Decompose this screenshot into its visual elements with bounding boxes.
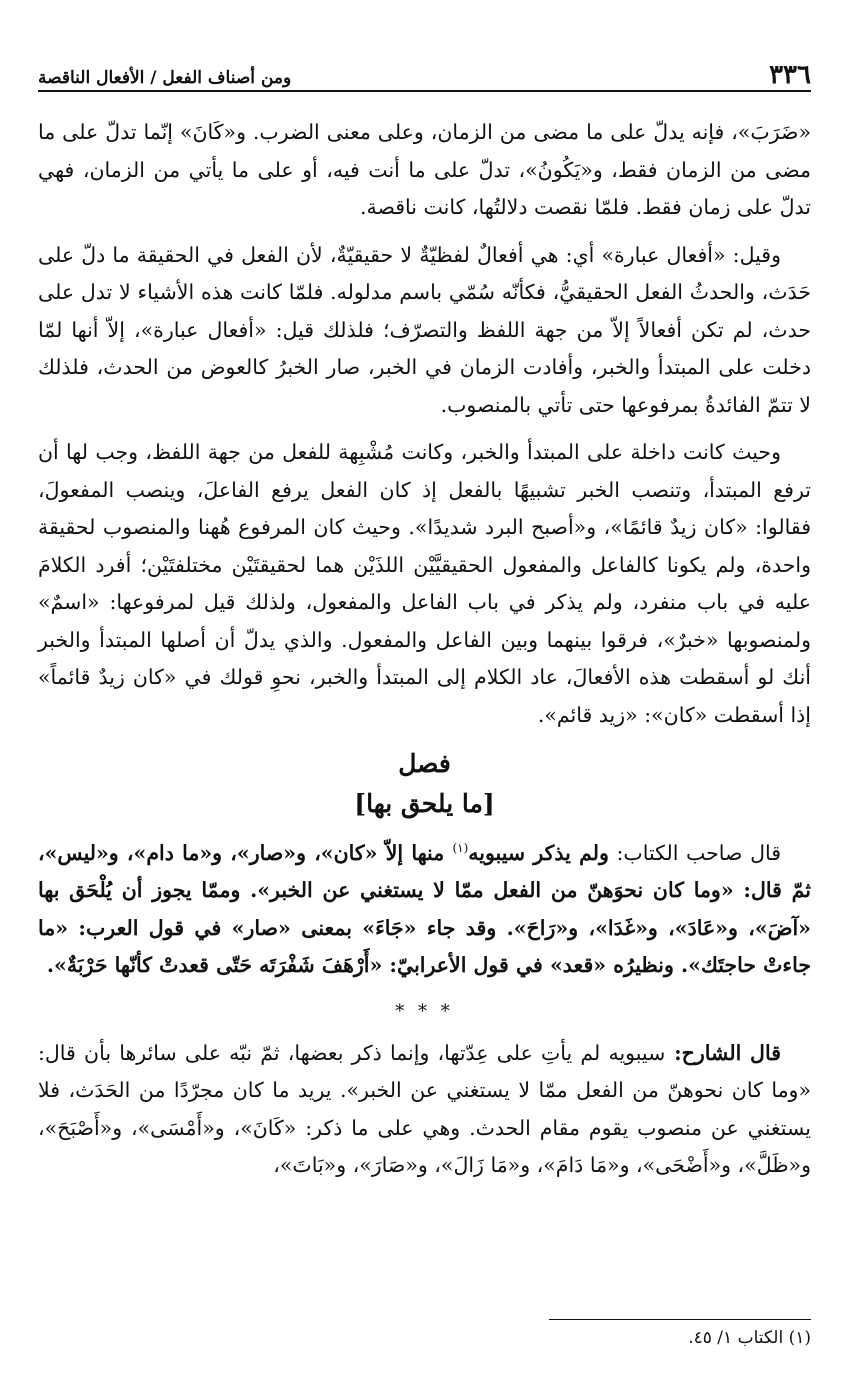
footnote: (١) الكتاب ١/ ٤٥.	[688, 1328, 811, 1348]
section-subtitle: [ما يلحق بها]	[354, 789, 495, 818]
quote-text-b: منها إلاّ «كان»، و«صار»، و«ما دام»، و«ليس»، ثمّ قال: «وما كان نحوَهنّ من الفعل ممّا لا يستغني عن الخبر». وممّا يجوز أن يُلْحَق بها «آضَ»، و«عَادَ»، و«غَدَا»، و«رَاحَ». وقد جاء «جَاءَ» بمعنى «صار» في قول العرب: «ما جاءتْ حاجتَك». ونظيرُه «قعد» في قول الأعرابيّ: «أَرْهَفَ شَفْرَتَه حَتّى قعدتْ كأنّها حَرْبَةٌ».	[38, 840, 811, 978]
paragraph-1: «ضَرَبَ»، فإنه يدلّ على ما مضى من الزمان، وعلى معنى الضرب. و«كَانَ» إنّما تدلّ على ما مضى من الزمان فقط، و«يَكُونُ»، تدلّ على ما أنت فيه، أو على ما يأتي من الزمان، فهي تدلّ على زمان فقط. فلمّا نقصت دلالتُها، كانت ناقصة.	[38, 120, 811, 219]
commentary-label: قال الشارح:	[665, 1040, 781, 1065]
author-quote	[38, 830, 811, 985]
commentary-paragraph	[38, 1035, 811, 1185]
quote-text-a: ولم يذكر سيبويه	[468, 840, 609, 865]
footnote-marker[interactable]: (١)	[452, 841, 469, 855]
quote-intro: قال صاحب الكتاب:	[608, 840, 782, 865]
section-title: فصل	[398, 749, 451, 778]
separator-stars: * * *	[395, 1000, 454, 1022]
paragraph-3: وحيث كانت داخلة على المبتدأ والخبر، وكانت مُشْبِهة للفعل من جهة اللفظ، وجب لها أن ترفع المبتدأ، وتنصب الخبر تشبيهًا بالفعل إذ كان الفعل يرفع الفاعلَ، وينصب المفعولَ، فقالوا: «كان زيدٌ قائمًا»، و«أصبح البرد شديدًا». وحيث كان المرفوع هُهنا والمنصوب لحقيقة واحدة، ولم يكونا كالفاعل والمفعول الحقيقيَّيْن اللذَيْن هما لحقيقتَيْن مختلفتَيْن؛ أفرد الكلامَ عليه في باب منفرد، ولم يذكر في باب الفاعل والمفعول، ولذلك قيل لمرفوعها: «اسمٌ» ولمنصوبها «خبرٌ»، فرقوا بينهما وبين الفاعل والمفعول. والذي يدلّ أن أصلها المبتدأ والخبر أنك لو أسقطت هذه الأفعالَ، عاد الكلام إلى المبتدأ والخبر، نحوِ قولك في «كان زيدٌ قائماً» إذا أسقطت «كان»: «زيد قائم».	[38, 440, 811, 727]
paragraph-2: وقيل: «أفعال عبارة» أي: هي أفعالٌ لفظيّةٌ لا حقيقيّةٌ، لأن الفعل في الحقيقة ما دلّ على حَدَث، والحدثُ الفعل الحقيقيُّ، فكأنّه سُمّي باسم مدلوله. فلمّا كانت هذه الأشياء لا تدل على حدث، لم تكن أفعالاً إلاّ من جهة اللفظ والتصرّف؛ فلذلك قيل: «أفعال عبارة»، إلاّ أنها لمّا دخلت على المبتدأ والخبر، وأفادت الزمان في الخبر، صار الخبرُ كالعوض من الحدث، فلذلك لا تتمّ الفائدةُ بمرفوعها حتى تأتي بالمنصوب.	[38, 242, 811, 417]
page-number: ٣٣٦	[769, 60, 811, 90]
running-title: ومن أصناف الفعل / الأفعال الناقصة	[38, 68, 292, 88]
footnote-divider	[549, 1319, 811, 1320]
page-header	[38, 52, 811, 92]
commentary-text: سيبويه لم يأتِ على عِدّتها، وإنما ذكر بعضها، ثمّ نبّه على سائرها بأن قال: «وما كان نحوهنّ من الفعل ممّا لا يستغني عن الخبر». يريد ما كان مجرّدًا من الحَدَث، فلا يستغني عن منصوب يقوم مقام الحدث. وهي على ما ذكر: «كَانَ»، و«أَمْسَى»، و«أَصْبَحَ»، و«ظَلَّ»، و«أَضْحَى»، و«مَا دَامَ»، و«مَا زَالَ»، و«صَارَ»، و«بَاتَ»،	[38, 1040, 811, 1178]
